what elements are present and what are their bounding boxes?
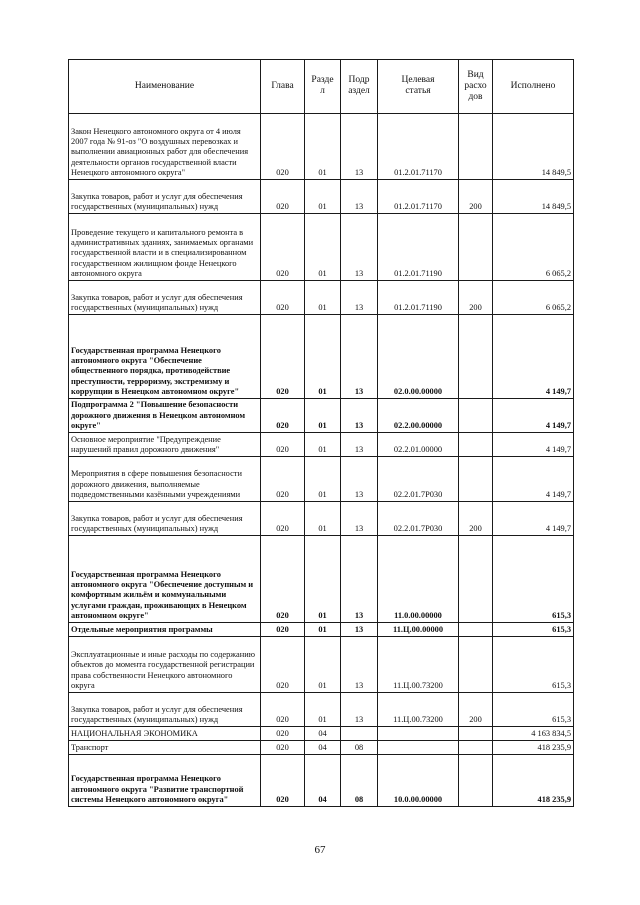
table-header-row (69, 60, 574, 114)
table-row (69, 180, 574, 214)
cell-name: Закупка товаров, работ и услуг для обеспечения государственных (муниципальных) нужд (69, 502, 261, 536)
cell-celevaya: 01.2.01.71170 (378, 180, 459, 214)
cell-podrazdel: 13 (341, 693, 378, 727)
table-row (69, 727, 574, 741)
cell-podrazdel: 13 (341, 637, 378, 693)
cell-name: Государственная программа Ненецкого автономного округа "Развитие транспортной системы Ненецкого автономного округа" (69, 755, 261, 807)
cell-vid (459, 755, 493, 807)
cell-ispolneno: 4 163 834,5 (493, 727, 574, 741)
table-row (69, 399, 574, 433)
cell-celevaya: 02.2.01.7Р030 (378, 502, 459, 536)
budget-table (68, 59, 574, 807)
table-row (69, 315, 574, 399)
cell-podrazdel: 13 (341, 433, 378, 457)
cell-name: Отдельные мероприятия программы (69, 623, 261, 637)
header-name: Наименование (69, 60, 261, 114)
cell-celevaya: 11.0.00.00000 (378, 536, 459, 623)
cell-razdel: 01 (305, 214, 341, 281)
cell-celevaya: 02.2.01.7Р030 (378, 457, 459, 502)
cell-glava: 020 (261, 727, 305, 741)
cell-vid: 200 (459, 281, 493, 315)
cell-razdel: 01 (305, 433, 341, 457)
header-podrazdel: Подр аздел (341, 60, 378, 114)
cell-name: Транспорт (69, 741, 261, 755)
cell-name: Проведение текущего и капитального ремонта в административных зданиях, занимаемых органами государственной власти и в специализированном государственном жилищном фонде Ненецкого автономного округа (69, 214, 261, 281)
cell-ispolneno: 4 149,7 (493, 315, 574, 399)
cell-celevaya: 01.2.01.71190 (378, 214, 459, 281)
cell-razdel: 01 (305, 623, 341, 637)
cell-podrazdel: 13 (341, 214, 378, 281)
cell-razdel: 01 (305, 399, 341, 433)
table-row (69, 623, 574, 637)
cell-name: Мероприятия в сфере повышения безопасности дорожного движения, выполняемые подведомственными казёнными учреждениями (69, 457, 261, 502)
table-row (69, 536, 574, 623)
cell-ispolneno: 418 235,9 (493, 741, 574, 755)
cell-celevaya (378, 727, 459, 741)
cell-razdel: 01 (305, 637, 341, 693)
header-glava: Глава (261, 60, 305, 114)
cell-vid (459, 399, 493, 433)
cell-razdel: 01 (305, 502, 341, 536)
cell-celevaya: 02.0.00.00000 (378, 315, 459, 399)
cell-vid (459, 727, 493, 741)
cell-podrazdel: 08 (341, 755, 378, 807)
cell-razdel: 01 (305, 536, 341, 623)
cell-vid (459, 741, 493, 755)
cell-razdel: 01 (305, 457, 341, 502)
cell-name: Закупка товаров, работ и услуг для обеспечения государственных (муниципальных) нужд (69, 180, 261, 214)
table-row (69, 114, 574, 180)
cell-ispolneno: 615,3 (493, 536, 574, 623)
cell-glava: 020 (261, 114, 305, 180)
table-row (69, 741, 574, 755)
cell-celevaya: 11.Ц.00.73200 (378, 637, 459, 693)
header-ispolneno: Исполнено (493, 60, 574, 114)
page-number: 67 (314, 844, 326, 856)
cell-glava: 020 (261, 536, 305, 623)
cell-glava: 020 (261, 180, 305, 214)
cell-name: Государственная программа Ненецкого автономного округа "Обеспечение общественного порядка, противодействие преступности, терроризму, экстремизму и коррупции в Ненецком автономном округе" (69, 315, 261, 399)
cell-vid (459, 433, 493, 457)
cell-razdel: 01 (305, 114, 341, 180)
cell-celevaya: 02.2.00.00000 (378, 399, 459, 433)
cell-vid: 200 (459, 180, 493, 214)
table-row (69, 457, 574, 502)
cell-ispolneno: 418 235,9 (493, 755, 574, 807)
cell-name: Государственная программа Ненецкого автономного округа "Обеспечение доступным и комфортным жильём и коммунальными услугами граждан, проживающих в Ненецком автономном округе" (69, 536, 261, 623)
cell-ispolneno: 4 149,7 (493, 399, 574, 433)
cell-ispolneno: 615,3 (493, 637, 574, 693)
cell-glava: 020 (261, 693, 305, 727)
cell-celevaya: 11.Ц.00.73200 (378, 693, 459, 727)
cell-ispolneno: 615,3 (493, 623, 574, 637)
cell-celevaya: 11.Ц.00.00000 (378, 623, 459, 637)
cell-celevaya: 10.0.00.00000 (378, 755, 459, 807)
cell-name: Эксплуатационные и иные расходы по содержанию объектов до момента государственной регистрации права собственности Ненецкого автономного округа (69, 637, 261, 693)
cell-razdel: 01 (305, 180, 341, 214)
cell-celevaya: 02.2.01.00000 (378, 433, 459, 457)
cell-vid (459, 214, 493, 281)
cell-podrazdel: 13 (341, 502, 378, 536)
cell-ispolneno: 4 149,7 (493, 457, 574, 502)
cell-podrazdel: 13 (341, 623, 378, 637)
cell-podrazdel: 13 (341, 457, 378, 502)
cell-glava: 020 (261, 623, 305, 637)
cell-glava: 020 (261, 399, 305, 433)
cell-name: Закупка товаров, работ и услуг для обеспечения государственных (муниципальных) нужд (69, 281, 261, 315)
cell-razdel: 04 (305, 755, 341, 807)
cell-razdel: 01 (305, 693, 341, 727)
cell-name: Закупка товаров, работ и услуг для обеспечения государственных (муниципальных) нужд (69, 693, 261, 727)
cell-glava: 020 (261, 502, 305, 536)
cell-celevaya: 01.2.01.71170 (378, 114, 459, 180)
header-vid: Вид расхо дов (459, 60, 493, 114)
cell-glava: 020 (261, 315, 305, 399)
cell-vid: 200 (459, 502, 493, 536)
cell-glava: 020 (261, 741, 305, 755)
cell-glava: 020 (261, 637, 305, 693)
cell-podrazdel: 13 (341, 536, 378, 623)
cell-ispolneno: 14 849,5 (493, 180, 574, 214)
cell-podrazdel (341, 727, 378, 741)
cell-podrazdel: 13 (341, 281, 378, 315)
cell-razdel: 04 (305, 741, 341, 755)
cell-vid (459, 623, 493, 637)
cell-glava: 020 (261, 755, 305, 807)
cell-vid: 200 (459, 693, 493, 727)
cell-ispolneno: 14 849,5 (493, 114, 574, 180)
cell-vid (459, 315, 493, 399)
table-row (69, 433, 574, 457)
cell-ispolneno: 6 065,2 (493, 281, 574, 315)
table-row (69, 214, 574, 281)
cell-ispolneno: 4 149,7 (493, 433, 574, 457)
cell-vid (459, 457, 493, 502)
cell-podrazdel: 13 (341, 399, 378, 433)
cell-vid (459, 536, 493, 623)
cell-name: Закон Ненецкого автономного округа от 4 июля 2007 года № 91-оз "О воздушных перевозках и выполнении авиационных работ для обеспечения деятельности органов государственной власти Ненецкого автономного округа" (69, 114, 261, 180)
cell-podrazdel: 13 (341, 315, 378, 399)
cell-razdel: 04 (305, 727, 341, 741)
cell-name: НАЦИОНАЛЬНАЯ ЭКОНОМИКА (69, 727, 261, 741)
cell-celevaya (378, 741, 459, 755)
table-row (69, 281, 574, 315)
cell-vid (459, 114, 493, 180)
table-row (69, 502, 574, 536)
cell-vid (459, 637, 493, 693)
cell-razdel: 01 (305, 281, 341, 315)
cell-glava: 020 (261, 457, 305, 502)
cell-glava: 020 (261, 433, 305, 457)
cell-glava: 020 (261, 281, 305, 315)
cell-ispolneno: 6 065,2 (493, 214, 574, 281)
cell-name: Подпрограмма 2 "Повышение безопасности дорожного движения в Ненецком автономном округе" (69, 399, 261, 433)
table-row (69, 637, 574, 693)
cell-podrazdel: 13 (341, 114, 378, 180)
cell-name: Основное мероприятие "Предупреждение нарушений правил дорожного движения" (69, 433, 261, 457)
cell-glava: 020 (261, 214, 305, 281)
table-row (69, 755, 574, 807)
header-celevaya: Целевая статья (378, 60, 459, 114)
table-row (69, 693, 574, 727)
header-razdel: Разде л (305, 60, 341, 114)
cell-ispolneno: 4 149,7 (493, 502, 574, 536)
cell-celevaya: 01.2.01.71190 (378, 281, 459, 315)
cell-ispolneno: 615,3 (493, 693, 574, 727)
cell-razdel: 01 (305, 315, 341, 399)
cell-podrazdel: 13 (341, 180, 378, 214)
cell-podrazdel: 08 (341, 741, 378, 755)
